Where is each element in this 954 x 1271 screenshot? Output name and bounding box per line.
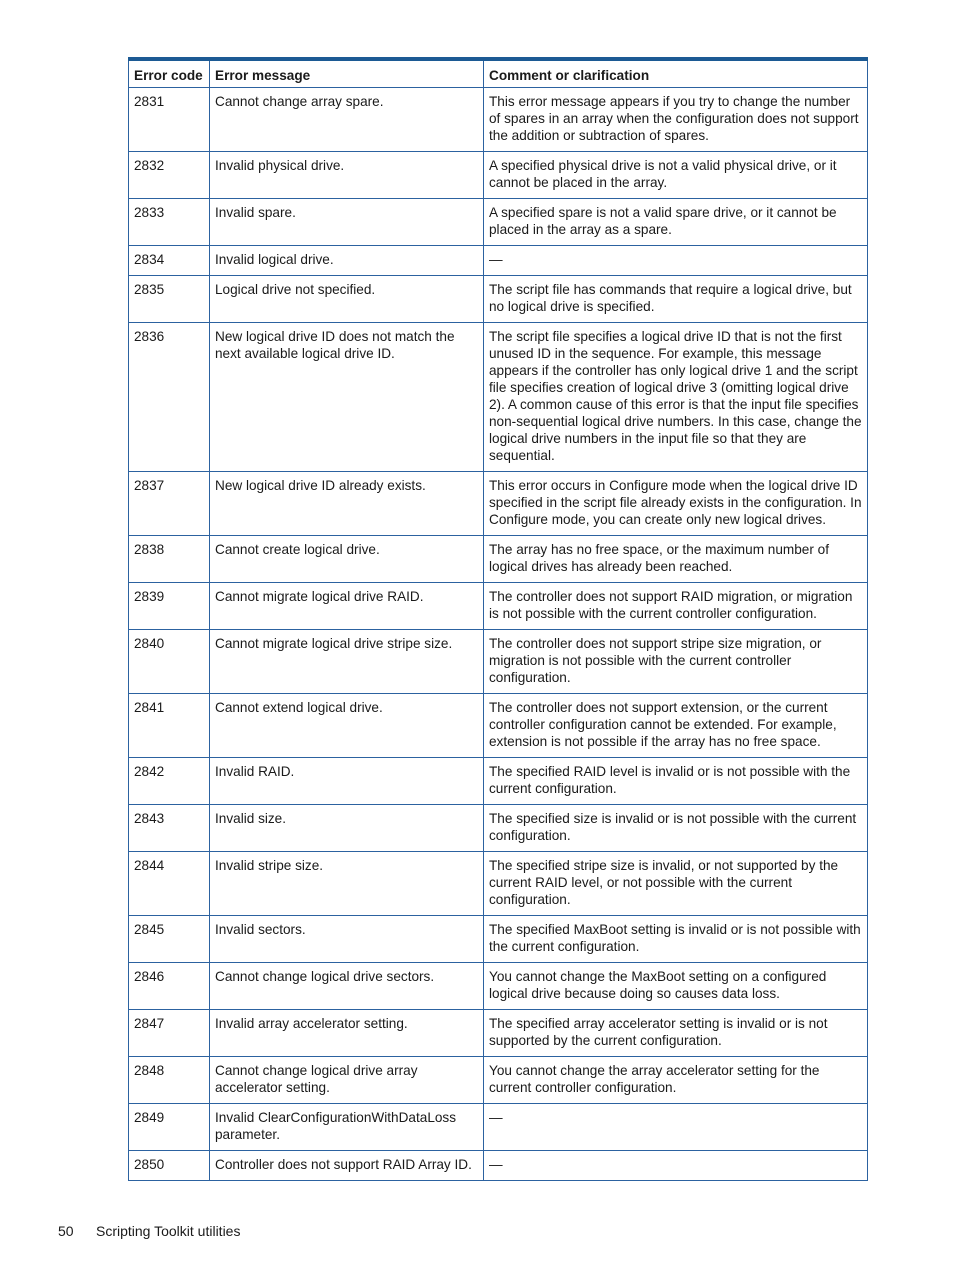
comment-cell: The controller does not support stripe size migration, or migration is not possible with the current controller configuration.: [484, 629, 868, 693]
comment-cell: A specified spare is not a valid spare drive, or it cannot be placed in the array as a spare.: [484, 198, 868, 245]
error-message-cell: Invalid spare.: [210, 198, 484, 245]
error-code-cell: 2835: [129, 275, 210, 322]
error-message-cell: New logical drive ID already exists.: [210, 471, 484, 535]
table-row: [129, 629, 868, 693]
error-code-cell: 2848: [129, 1056, 210, 1103]
comment-cell: —: [484, 1103, 868, 1150]
error-message-cell: Cannot extend logical drive.: [210, 693, 484, 757]
error-code-cell: 2843: [129, 804, 210, 851]
error-code-cell: 2846: [129, 962, 210, 1009]
comment-cell: The script file has commands that require a logical drive, but no logical drive is specified.: [484, 275, 868, 322]
table-row: [129, 245, 868, 275]
error-message-cell: Invalid size.: [210, 804, 484, 851]
table-row: [129, 151, 868, 198]
comment-cell: The array has no free space, or the maximum number of logical drives has already been reached.: [484, 535, 868, 582]
error-code-cell: 2839: [129, 582, 210, 629]
header-comment: Comment or clarification: [484, 59, 868, 87]
comment-cell: This error message appears if you try to change the number of spares in an array when the configuration does not support the addition or subtraction of spares.: [484, 87, 868, 151]
table-row: [129, 757, 868, 804]
comment-cell: The specified array accelerator setting is invalid or is not supported by the current configuration.: [484, 1009, 868, 1056]
error-message-cell: Cannot migrate logical drive RAID.: [210, 582, 484, 629]
comment-cell: —: [484, 1150, 868, 1180]
comment-cell: The specified size is invalid or is not possible with the current configuration.: [484, 804, 868, 851]
comment-cell: This error occurs in Configure mode when the logical drive ID specified in the script file already exists in the configuration. In Configure mode, you can create only new logical drives.: [484, 471, 868, 535]
error-message-cell: Cannot create logical drive.: [210, 535, 484, 582]
error-code-cell: 2834: [129, 245, 210, 275]
section-title: Scripting Toolkit utilities: [96, 1223, 241, 1239]
error-code-cell: 2831: [129, 87, 210, 151]
error-message-cell: Cannot change array spare.: [210, 87, 484, 151]
table-row: [129, 87, 868, 151]
table-header-row: [129, 59, 868, 87]
error-code-cell: 2840: [129, 629, 210, 693]
comment-cell: You cannot change the MaxBoot setting on a configured logical drive because doing so causes data loss.: [484, 962, 868, 1009]
error-code-cell: 2850: [129, 1150, 210, 1180]
table-row: [129, 582, 868, 629]
table-row: [129, 1103, 868, 1150]
table-body: [129, 87, 868, 1180]
error-message-cell: Invalid physical drive.: [210, 151, 484, 198]
table-row: [129, 851, 868, 915]
error-code-cell: 2849: [129, 1103, 210, 1150]
comment-cell: The specified stripe size is invalid, or not supported by the current RAID level, or not possible with the current configuration.: [484, 851, 868, 915]
table-row: [129, 693, 868, 757]
comment-cell: The controller does not support RAID migration, or migration is not possible with the current controller configuration.: [484, 582, 868, 629]
table-row: [129, 1150, 868, 1180]
comment-cell: The specified MaxBoot setting is invalid or is not possible with the current configuration.: [484, 915, 868, 962]
error-code-table: [128, 57, 868, 1181]
error-message-cell: Logical drive not specified.: [210, 275, 484, 322]
page-number: 50: [58, 1223, 74, 1239]
error-code-cell: 2842: [129, 757, 210, 804]
error-code-cell: 2841: [129, 693, 210, 757]
error-message-cell: Cannot migrate logical drive stripe size.: [210, 629, 484, 693]
comment-cell: A specified physical drive is not a valid physical drive, or it cannot be placed in the array.: [484, 151, 868, 198]
error-code-cell: 2836: [129, 322, 210, 471]
error-code-cell: 2833: [129, 198, 210, 245]
error-message-cell: Invalid RAID.: [210, 757, 484, 804]
comment-cell: The specified RAID level is invalid or is not possible with the current configuration.: [484, 757, 868, 804]
table-row: [129, 535, 868, 582]
header-error-code: Error code: [129, 59, 210, 87]
comment-cell: You cannot change the array accelerator setting for the current controller configuration.: [484, 1056, 868, 1103]
error-code-cell: 2832: [129, 151, 210, 198]
error-message-cell: Cannot change logical drive array accelerator setting.: [210, 1056, 484, 1103]
comment-cell: —: [484, 245, 868, 275]
table-row: [129, 1009, 868, 1056]
error-message-cell: Cannot change logical drive sectors.: [210, 962, 484, 1009]
comment-cell: The controller does not support extension, or the current controller configuration cannot be extended. For example, extension is not possible if the array has no free space.: [484, 693, 868, 757]
error-code-cell: 2844: [129, 851, 210, 915]
header-error-message: Error message: [210, 59, 484, 87]
table-row: [129, 322, 868, 471]
error-code-cell: 2845: [129, 915, 210, 962]
table-row: [129, 198, 868, 245]
page-footer: [58, 1222, 240, 1240]
error-message-cell: Invalid ClearConfigurationWithDataLoss parameter.: [210, 1103, 484, 1150]
error-message-cell: Invalid logical drive.: [210, 245, 484, 275]
error-message-cell: New logical drive ID does not match the next available logical drive ID.: [210, 322, 484, 471]
error-message-cell: Invalid sectors.: [210, 915, 484, 962]
error-code-cell: 2847: [129, 1009, 210, 1056]
table-row: [129, 471, 868, 535]
error-message-cell: Controller does not support RAID Array ID.: [210, 1150, 484, 1180]
table-row: [129, 804, 868, 851]
error-message-cell: Invalid stripe size.: [210, 851, 484, 915]
table-row: [129, 915, 868, 962]
error-code-table-container: [128, 57, 867, 1181]
comment-cell: The script file specifies a logical drive ID that is not the first unused ID in the sequence. For example, this message appears if the controller has only logical drive 1 and the script file specifies creation of logical drive 3 (omitting logical drive 2). A common cause of this error is that the input file specifies non-sequential logical drive numbers. In this case, change the logical drive numbers in the input file so that they are sequential.: [484, 322, 868, 471]
error-message-cell: Invalid array accelerator setting.: [210, 1009, 484, 1056]
table-row: [129, 275, 868, 322]
error-code-cell: 2837: [129, 471, 210, 535]
table-row: [129, 1056, 868, 1103]
table-row: [129, 962, 868, 1009]
error-code-cell: 2838: [129, 535, 210, 582]
